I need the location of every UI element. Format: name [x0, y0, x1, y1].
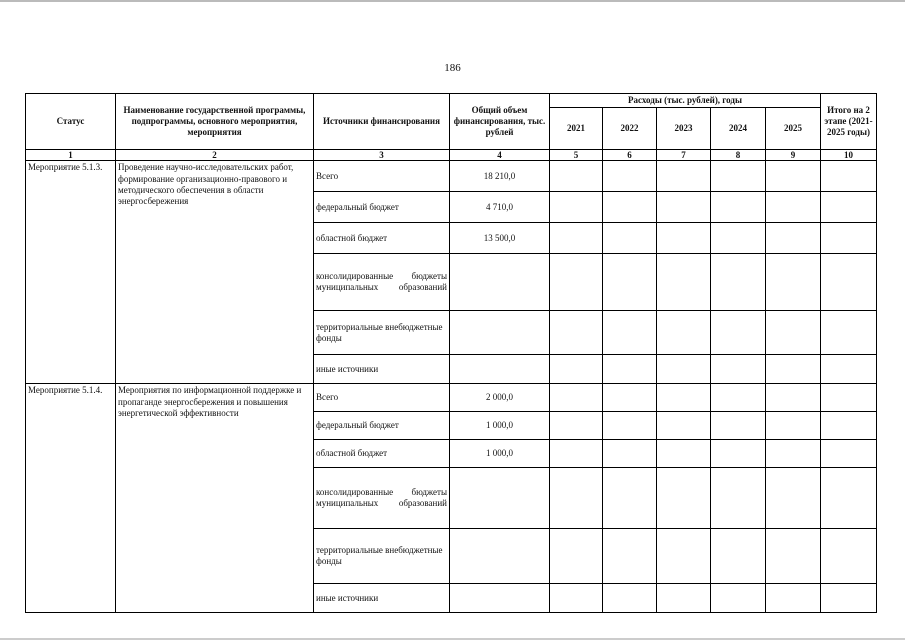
status-cell: Мероприятие 5.1.3. [26, 161, 116, 384]
total-cell: 1 000,0 [450, 440, 550, 468]
column-number: 7 [657, 150, 711, 161]
source-cell: Всего [314, 161, 450, 192]
header-stage-total: Итого на 2 этапе (2021-2025 годы) [821, 94, 877, 150]
total-cell [450, 584, 550, 613]
source-cell: областной бюджет [314, 223, 450, 254]
header-year: 2024 [711, 108, 766, 150]
column-number: 10 [821, 150, 877, 161]
source-cell: иные источники [314, 355, 450, 384]
source-cell: территориальные внебюджетные фонды [314, 311, 450, 355]
total-cell: 4 710,0 [450, 192, 550, 223]
column-number: 1 [26, 150, 116, 161]
total-cell: 1 000,0 [450, 412, 550, 440]
table-row [26, 161, 877, 192]
column-number: 6 [603, 150, 657, 161]
table-row [26, 384, 877, 412]
source-cell: иные источники [314, 584, 450, 613]
total-cell [450, 529, 550, 584]
source-cell: областной бюджет [314, 440, 450, 468]
column-numbers-row [26, 150, 877, 161]
column-number: 5 [550, 150, 603, 161]
header-year: 2025 [766, 108, 821, 150]
total-cell: 2 000,0 [450, 384, 550, 412]
measure-name-cell: Мероприятия по информационной поддержке и пропаганде энергосбережения и повышения энергетической эффективности [116, 384, 314, 613]
source-cell: консолидированные бюджеты муниципальных образований [314, 254, 450, 311]
status-cell: Мероприятие 5.1.4. [26, 384, 116, 613]
page-number: 186 [444, 62, 461, 74]
column-number: 4 [450, 150, 550, 161]
total-cell: 18 210,0 [450, 161, 550, 192]
total-cell: 13 500,0 [450, 223, 550, 254]
header-name: Наименование государственной программы, подпрограммы, основного мероприятия, мероприятия [116, 94, 314, 150]
header-year: 2023 [657, 108, 711, 150]
source-cell: федеральный бюджет [314, 412, 450, 440]
header-year: 2022 [603, 108, 657, 150]
source-cell: федеральный бюджет [314, 192, 450, 223]
source-cell: территориальные внебюджетные фонды [314, 529, 450, 584]
column-number: 2 [116, 150, 314, 161]
header-sources: Источники финансирования [314, 94, 450, 150]
total-cell [450, 355, 550, 384]
total-cell [450, 311, 550, 355]
column-number: 3 [314, 150, 450, 161]
header-status: Статус [26, 94, 116, 150]
header-expenses: Расходы (тыс. рублей), годы [550, 94, 821, 108]
scan-edge-top [0, 0, 905, 2]
total-cell [450, 468, 550, 529]
total-cell [450, 254, 550, 311]
source-cell: Всего [314, 384, 450, 412]
header-year: 2021 [550, 108, 603, 150]
column-number: 8 [711, 150, 766, 161]
funding-table [25, 93, 877, 613]
source-cell: консолидированные бюджеты муниципальных образований [314, 468, 450, 529]
measure-name-cell: Проведение научно-исследовательских работ, формирование организационно-правового и методического обеспечения в области энергосбережения [116, 161, 314, 384]
header-total: Общий объем финансирования, тыс. рублей [450, 94, 550, 150]
column-number: 9 [766, 150, 821, 161]
